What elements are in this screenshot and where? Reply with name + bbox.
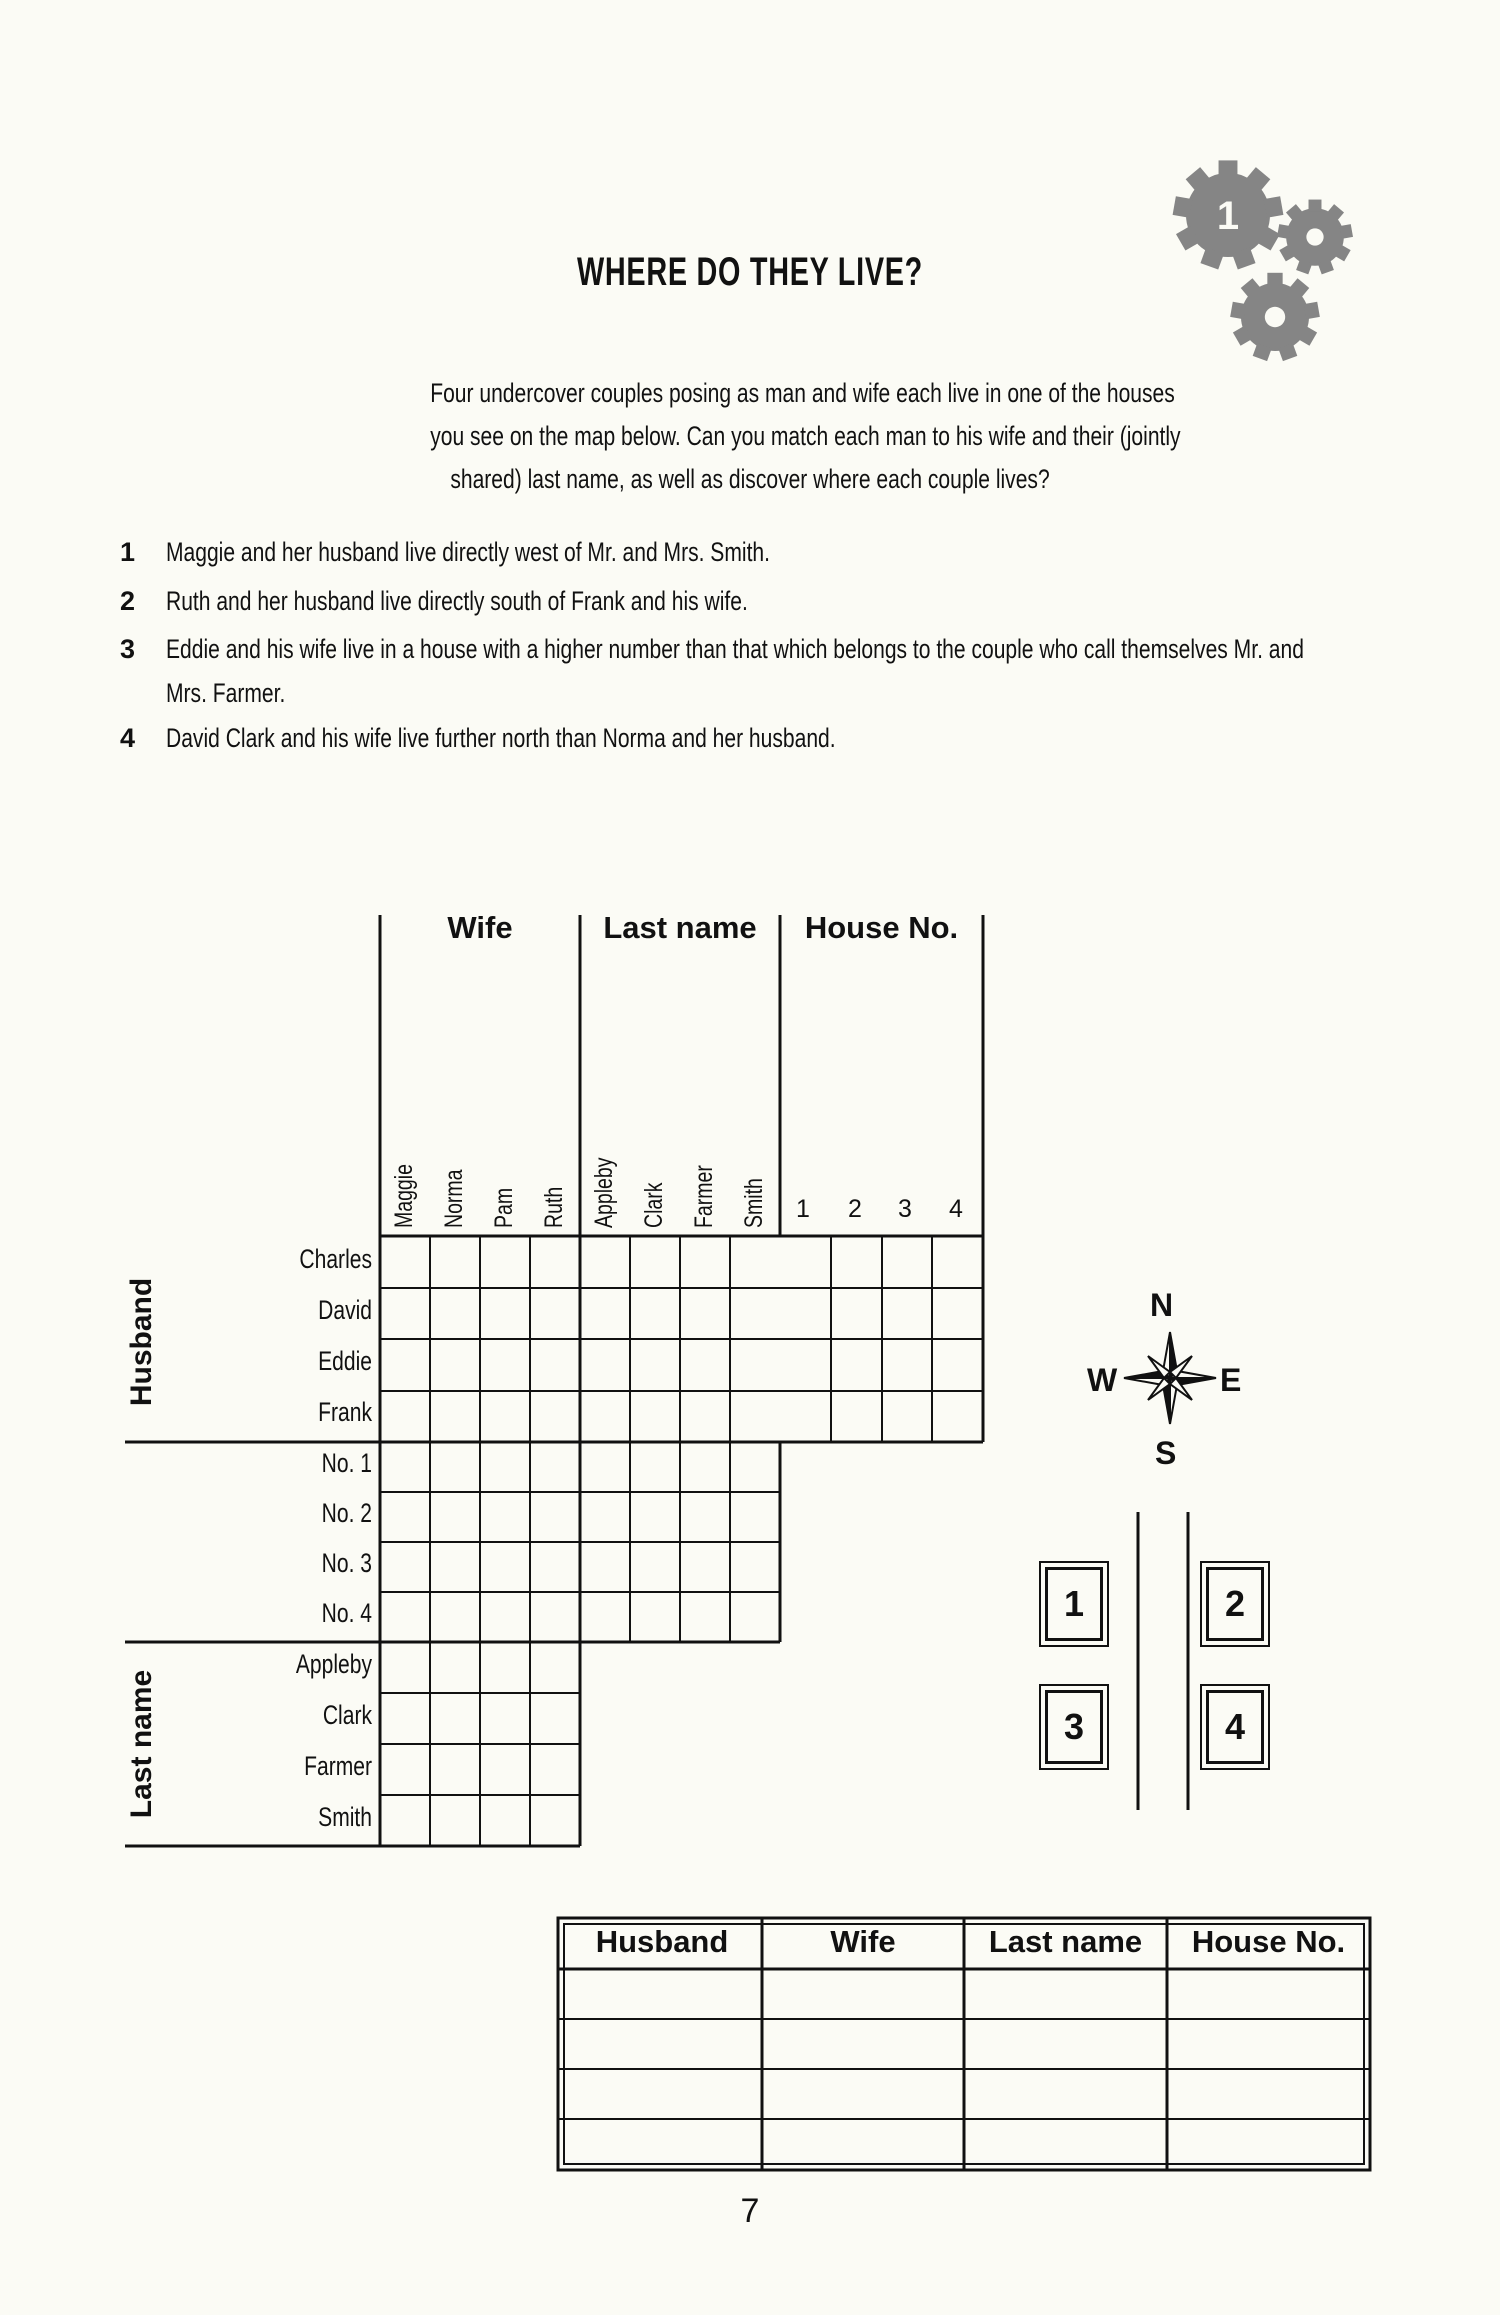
col-house-1: 1 xyxy=(796,1195,810,1223)
row-last-smith: Smith xyxy=(318,1802,372,1832)
header-wife: Wife xyxy=(447,910,513,945)
col-wife-norma: Norma xyxy=(440,1169,468,1228)
side-label-last-name: Last name xyxy=(125,1669,158,1819)
col-house-3: 3 xyxy=(898,1195,912,1223)
compass-north: N xyxy=(1150,1287,1174,1323)
answer-header-wife: Wife xyxy=(830,1924,896,1959)
row-house-4: No. 4 xyxy=(321,1598,372,1628)
row-house-2: No. 2 xyxy=(321,1498,372,1528)
row-house-1: No. 1 xyxy=(321,1448,372,1478)
answer-header-husband: Husband xyxy=(595,1924,729,1959)
map-house-1: 1 xyxy=(1045,1567,1103,1641)
row-husband-frank: Frank xyxy=(318,1397,372,1427)
side-label-husband: Husband xyxy=(125,1277,158,1407)
clue-number: 4 xyxy=(120,723,136,753)
page-title: WHERE DO THEY LIVE? xyxy=(577,250,923,294)
clue-number: 2 xyxy=(120,586,136,616)
map-house-4: 4 xyxy=(1206,1690,1264,1764)
map-house-2: 2 xyxy=(1206,1567,1264,1641)
page-number: 7 xyxy=(740,2192,760,2230)
clue-text: David Clark and his wife live further north than Norma and her husband. xyxy=(166,723,836,753)
col-wife-maggie: Maggie xyxy=(390,1164,418,1228)
clue-number: 1 xyxy=(120,537,136,567)
intro-line: Four undercover couples posing as man and wife each live in one of the houses xyxy=(430,378,1175,408)
col-last-smith: Smith xyxy=(740,1178,768,1228)
row-husband-charles: Charles xyxy=(299,1244,372,1274)
compass-east: E xyxy=(1220,1362,1242,1398)
row-husband-david: David xyxy=(318,1295,372,1325)
clue-text: Ruth and her husband live directly south of Frank and his wife. xyxy=(166,586,748,616)
row-house-3: No. 3 xyxy=(321,1548,372,1578)
clue-text: Maggie and her husband live directly west of Mr. and Mrs. Smith. xyxy=(166,537,771,567)
badge-number: 1 xyxy=(1216,194,1240,238)
intro-line: shared) last name, as well as discover where each couple lives? xyxy=(450,464,1050,494)
col-wife-ruth: Ruth xyxy=(540,1186,568,1228)
header-house-no: House No. xyxy=(804,910,959,945)
answer-header-last-name: Last name xyxy=(988,1924,1143,1959)
clue-text: Eddie and his wife live in a house with a higher number than that which belongs to the couple who call themselves Mr. and xyxy=(166,634,1304,664)
col-wife-pam: Pam xyxy=(490,1187,518,1228)
clue-number: 3 xyxy=(120,634,136,664)
row-last-clark: Clark xyxy=(322,1700,372,1730)
row-last-farmer: Farmer xyxy=(304,1751,372,1781)
compass-south: S xyxy=(1155,1435,1177,1471)
col-last-farmer: Farmer xyxy=(690,1165,718,1228)
header-last-name: Last name xyxy=(603,910,757,945)
compass-west: W xyxy=(1087,1362,1118,1398)
map-house-3: 3 xyxy=(1045,1690,1103,1764)
row-last-appleby: Appleby xyxy=(295,1649,372,1679)
clue-text: Mrs. Farmer. xyxy=(166,678,286,708)
col-last-clark: Clark xyxy=(640,1182,668,1228)
col-house-2: 2 xyxy=(848,1195,862,1223)
intro-line: you see on the map below. Can you match each man to his wife and their (jointly xyxy=(430,421,1181,451)
col-house-4: 4 xyxy=(949,1195,963,1223)
col-last-appleby: Appleby xyxy=(590,1157,618,1228)
row-husband-eddie: Eddie xyxy=(318,1346,372,1376)
answer-header-house-no: House No. xyxy=(1191,1924,1346,1959)
